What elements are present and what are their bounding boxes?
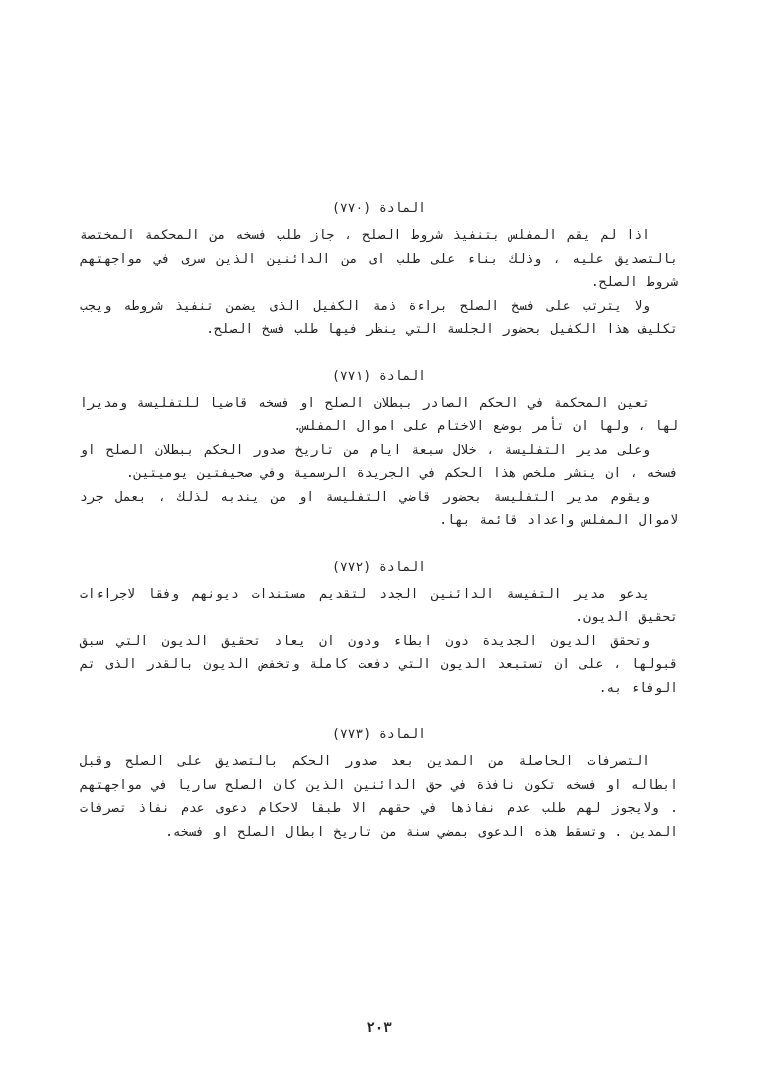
article-paragraph: التصرفات الحاصلة من المدين بعد صدور الحكم بالتصديق على الصلح وقبل ابطاله او فسخه تكون نافذة في حق الدائنين الذين كان الصلح ساريا في مواجهتهم . ولايجوز لهم طلب عدم نفاذها في حقهم الا طبقا لاحكام دعوى عدم نفاذ تصرفات المدين . وتسقط هذه الدعوى بمضي سنة من تاريخ ابطال الصلح او فسخه. — [80, 754, 678, 840]
article-770 — [80, 200, 678, 342]
article-771 — [80, 368, 678, 533]
article-paragraph: ولا يترتب على فسخ الصلح براءة ذمة الكفيل الذى يضمن تنفيذ شروطه ويجب تكليف هذا الكفيل بحضور الجلسة التي ينظر فيها طلب فسخ الصلح. — [80, 298, 678, 337]
article-heading: المادة (٧٧١) — [332, 368, 426, 384]
document-body — [80, 200, 678, 870]
article-paragraph: وعلى مدير التفليسة ، خلال سبعة ايام من تاريخ صدور الحكم ببطلان الصلح او فسخه ، ان ينشر ملخص هذا الحكم في الجريدة الرسمية وفي صحيفتين يوميتين. — [80, 442, 678, 481]
article-773 — [80, 726, 678, 844]
article-paragraph: وتحقق الديون الجديدة دون ابطاء ودون ان يعاد تحقيق الديون التي سبق قبولها ، على ان تستبعد الديون التي دفعت كاملة وتخفض الديون بالقدر الذى تم الوفاء به. — [80, 633, 678, 696]
article-paragraph: اذا لم يقم المفلس بتنفيذ شروط الصلح ، جاز طلب فسخه من المحكمة المختصة بالتصديق عليه ، وذلك بناء على طلب اى من الدائنين الذين سرى في مواجهتهم شروط الصلح. — [80, 228, 678, 290]
article-heading: المادة (٧٧٢) — [332, 559, 426, 575]
article-heading: المادة (٧٧٠) — [332, 201, 426, 216]
article-772 — [80, 559, 678, 701]
article-paragraph: ويقوم مدير التفليسة بحضور قاضي التفليسة او من يندبه لذلك ، بعمل جرد لاموال المفلس واعداد قائمة بها. — [80, 489, 678, 528]
article-paragraph: يدعو مدير التفيسة الدائنين الجدد لتقديم مستندات ديونهم وفقا لاجراءات تحقيق الديون. — [80, 586, 678, 625]
page-number: ٢٠٣ — [366, 1020, 392, 1036]
article-heading: المادة (٧٧٣) — [332, 727, 426, 742]
article-paragraph: تعين المحكمة في الحكم الصادر ببطلان الصلح او فسخه قاضيا للتفليسة ومديرا لها ، ولها ان تأمر بوضع الاختام على اموال المفلس. — [80, 395, 678, 434]
